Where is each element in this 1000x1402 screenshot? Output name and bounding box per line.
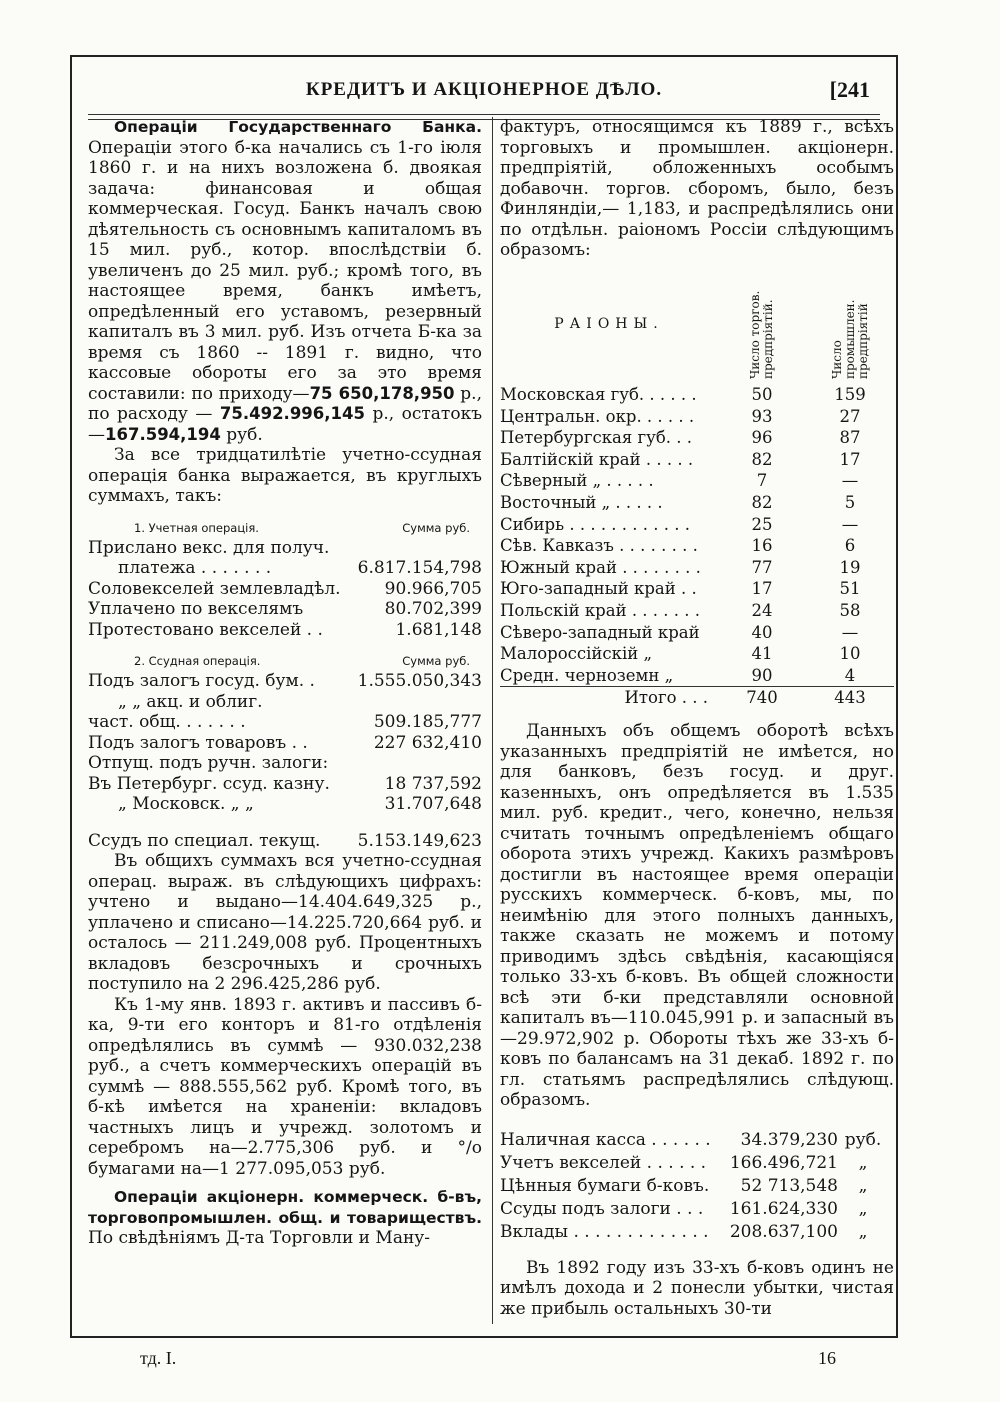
- text-run: р., по расходу —: [88, 383, 482, 424]
- table-caption: [88, 521, 482, 535]
- region-cell: Польскій край . . . . . . .: [500, 601, 700, 621]
- table-row: [88, 831, 482, 852]
- balance-row: [500, 1129, 894, 1152]
- table-caption: [88, 654, 482, 668]
- table-row: [500, 406, 894, 428]
- balance-row: [500, 1198, 894, 1221]
- row-value: 5.153.149,623: [357, 830, 482, 851]
- region-cell: Сѣверный „ . . . . .: [500, 471, 654, 491]
- trade-count: 17: [751, 579, 773, 599]
- row-label: Въ Петербург. ссуд. казну.: [88, 773, 330, 794]
- trade-count: 25: [751, 514, 773, 534]
- trade-count: 93: [751, 406, 773, 426]
- balance-value: 208.637,100: [729, 1221, 838, 1242]
- region-cell: Сѣверо-западный край: [500, 622, 700, 642]
- industry-count: 5: [844, 493, 856, 513]
- footer-page-number: 16: [818, 1348, 836, 1368]
- table-row: [88, 620, 482, 641]
- regions-table: [500, 263, 894, 710]
- text-run: По свѣдѣніямъ Д-та Торговли и Ману-: [88, 1228, 431, 1248]
- paragraph-state-bank: [88, 117, 482, 445]
- trade-count: 40: [751, 622, 773, 642]
- balance-label: Вклады . . . . . . . . . . . . .: [500, 1221, 709, 1242]
- table-row: [500, 557, 894, 579]
- balance-unit: руб.: [844, 1129, 882, 1150]
- table-row: [500, 643, 894, 665]
- region-cell: Балтійскій край . . . . .: [500, 449, 694, 469]
- total-label: Итого . . .: [500, 687, 718, 709]
- table-row: [88, 794, 482, 815]
- trade-count: 24: [751, 601, 773, 621]
- balance-unit: „: [858, 1198, 868, 1219]
- number-bold: 167.594,194: [105, 424, 221, 444]
- balance-row: [500, 1175, 894, 1198]
- industry-count: 51: [839, 579, 861, 599]
- paragraph-enterprises: фактуръ, относящимся къ 1889 г., всѣхъ торговыхъ и промышлен. акціонерн. предпріятій, обложенныхъ особымъ добавочн. торгов. сборомъ, было, безъ Финляндіи,— 1,183, и распредѣлялись они по отдѣльн. раіономъ Россіи слѣдующимъ образомъ:: [500, 117, 894, 260]
- industry-count: 6: [844, 536, 856, 556]
- total-industry: 443: [806, 687, 894, 709]
- region-cell: Московская губ. . . . . .: [500, 385, 697, 405]
- number-bold: 75 650,178,950: [309, 383, 455, 403]
- table-header-row: [500, 263, 894, 385]
- regions-table-body: [500, 384, 894, 687]
- row-label: „ „ акц. и облиг.: [118, 691, 263, 712]
- row-value: 509.185,777: [373, 712, 482, 732]
- header-trade: [718, 263, 806, 385]
- balance-row: [500, 1221, 894, 1244]
- caption-left: 1. Учетная операція.: [134, 520, 259, 535]
- table-row: [500, 514, 894, 536]
- header-regions-label: РАІОНЫ.: [554, 315, 664, 332]
- table-row: [500, 470, 894, 492]
- row-value: 1.555.050,343: [357, 671, 482, 691]
- section-heading: Операціи акціонерн. коммерческ. б-въ, торговопромышлен. общ. и товариществъ.: [88, 1188, 482, 1227]
- page-header: [72, 65, 896, 109]
- table-row: [500, 492, 894, 514]
- balance-label: Учетъ векселей . . . . . .: [500, 1152, 707, 1173]
- industry-count: 58: [839, 601, 861, 621]
- industry-count: 27: [839, 406, 861, 426]
- paragraph-banks: Данныхъ объ общемъ оборотѣ всѣхъ указанныхъ предпріятій не имѣется, но для банковъ, безъ госуд. и друг. казенныхъ, онъ опредѣляется въ 1.535 мил. руб. кредит., чего, конечно, нельзя считать точнымъ опредѣленіемъ общаго оборота этихъ учрежд. Какихъ размѣровъ достигли въ настоящее время операціи русскихъ коммерческ. б-ковъ, мы, по неимѣнію для этого полныхъ данныхъ, также сказать не можемъ и потому приводимъ здѣсь свѣдѣнія, касающіяся только 33-хъ б-ковъ. Въ общей сложности всѣ эти б-ки представляли основной капиталъ въ—110.045,991 р. и запасный въ—29.972,902 р. Обороты тѣхъ же 33-хъ б-ковъ по балансамъ на 31 декаб. 1892 г. по гл. статьямъ распредѣлялись слѣдующ. образомъ.: [500, 721, 894, 1110]
- header-industry: [806, 263, 894, 385]
- industry-count: 17: [839, 449, 861, 469]
- row-label: Подъ залогъ госуд. бум. .: [88, 671, 315, 691]
- balance-label: Ссуды подъ залоги . . .: [500, 1198, 704, 1219]
- row-label: Протестовано векселей . .: [88, 619, 323, 640]
- row-label: Ссудъ по специал. текущ.: [88, 830, 321, 851]
- region-cell: Малороссійскій „: [500, 644, 653, 664]
- row-value: 6.817.154,798: [357, 558, 482, 578]
- text-run: руб.: [220, 424, 263, 445]
- industry-count: 159: [834, 385, 866, 405]
- total-trade: 740: [718, 687, 806, 709]
- balance-row: [500, 1152, 894, 1175]
- row-value: 227 632,410: [373, 732, 482, 753]
- balance-unit: „: [858, 1175, 868, 1196]
- region-cell: Южный край . . . . . . . .: [500, 557, 701, 577]
- row-value: 80.702,399: [384, 599, 482, 619]
- table-row: [500, 427, 894, 449]
- industry-count: —: [841, 471, 859, 491]
- industry-count: 19: [839, 557, 861, 577]
- balance-list: [500, 1129, 894, 1244]
- region-cell: Сѣв. Кавказъ . . . . . . . .: [500, 536, 698, 556]
- paragraph-totals: Въ общихъ суммахъ вся учетно-ссудная операц. выраж. въ слѣдующихъ цифрахъ: учтено и выдано—14.404.649,325 р., уплачено и списано—14.225.720,664 руб. и осталось — 211.249,008 руб. Процентныхъ вкладовъ безсрочныхъ и срочныхъ поступило на 2 296.425,286 руб.: [88, 851, 482, 994]
- table-row: [88, 538, 482, 559]
- table-row: [500, 600, 894, 622]
- trade-count: 7: [756, 471, 768, 491]
- table-row: [500, 622, 894, 644]
- table-row: [88, 599, 482, 620]
- row-value: 31.707,648: [384, 794, 482, 814]
- table-row: [88, 671, 482, 692]
- balance-label: Цѣнныя бумаги б-ковъ.: [500, 1175, 710, 1196]
- header-regions: [500, 263, 718, 385]
- balance-value: 52 713,548: [740, 1175, 838, 1196]
- row-label: част. общ. . . . . . .: [88, 712, 246, 732]
- table-row: [88, 712, 482, 733]
- row-label: Подъ залогъ товаровъ . .: [88, 732, 308, 753]
- row-value: 1.681,148: [395, 619, 482, 640]
- caption-right: Сумма руб.: [402, 654, 470, 668]
- row-label: „ Московск. „ „: [118, 794, 254, 814]
- row-value: 90.966,705: [384, 578, 482, 599]
- row-label: Отпущ. подъ ручн. залоги:: [88, 753, 329, 773]
- text-run: р., остатокъ—: [88, 404, 483, 445]
- table-row: [88, 753, 482, 774]
- table-row: [88, 579, 482, 600]
- paragraph-summary-intro: За все тридцатилѣтіе учетно-ссудная операція банка выражается, въ круглыхъ суммахъ, такъ:: [88, 445, 482, 506]
- header-industry-label: Число промышлен. предпріятій: [829, 299, 870, 379]
- caption-right: Сумма руб.: [402, 520, 470, 535]
- region-cell: Петербургская губ. . .: [500, 428, 693, 448]
- region-cell: Средн. черноземн „: [500, 665, 674, 685]
- table-row: [88, 733, 482, 754]
- paragraph-balance-1893: Къ 1-му янв. 1893 г. активъ и пассивъ б-ка, 9-ти его конторъ и 81-го отдѣленія опредѣлялись въ суммѣ — 930.032,238 руб., а счетъ коммерческихъ операцій въ суммѣ — 888.555,562 руб. Кромѣ того, въ б-кѣ имѣется на храненіи: вкладовъ частныхъ лицъ и учрежд. золотомъ и серебромъ на—2.775,306 руб. и °/о бумагами на—1 277.095,053 руб.: [88, 994, 482, 1179]
- industry-count: —: [841, 622, 859, 642]
- footer-section-mark: тд. I.: [140, 1348, 177, 1368]
- table-row: [500, 384, 894, 406]
- trade-count: 50: [751, 385, 773, 405]
- trade-count: 90: [751, 665, 773, 685]
- table-row: [88, 692, 482, 713]
- loan-table: [88, 654, 482, 851]
- table-row: [500, 535, 894, 557]
- running-title: КРЕДИТЪ И АКЦІОНЕРНОЕ ДѢЛО.: [305, 79, 663, 100]
- column-divider: [492, 117, 493, 1324]
- paragraph-profit: Въ 1892 году изъ 33-хъ б-ковъ одинъ не имѣлъ дохода и 2 понесли убытки, чистая же прибыль остальныхъ 30-ти: [500, 1257, 894, 1319]
- trade-count: 82: [751, 493, 773, 513]
- section-heading: Операціи Государственнаго Банка.: [114, 118, 482, 136]
- page-number-top: [241: [829, 77, 870, 102]
- balance-label: Наличная касса . . . . . .: [500, 1129, 711, 1150]
- table-row: [88, 558, 482, 579]
- total-row: [500, 687, 894, 709]
- balance-unit: „: [858, 1221, 868, 1242]
- trade-count: 82: [751, 449, 773, 469]
- page-frame: [70, 55, 898, 1338]
- text-run: Операціи этого б-ка начались съ 1-го іюля 1860 г. и на нихъ возложена б. двоякая задача: финансовая и общая коммерческая. Госуд. Банкъ началъ свою дѣятельность съ основнымъ капиталомъ въ 15 мил. руб., котор. впослѣдствіи б. увеличенъ до 25 мил. руб.; кромѣ того, въ настоящее время, банкъ имѣетъ, опредѣленный его уставомъ, резервный капиталъ въ 3 мил. руб. Изъ отчета Б-ка за время съ 1860 -- 1891 г. видно, что кассовые обороты его за это время составили: по приходу—: [88, 137, 482, 404]
- industry-count: 4: [844, 665, 856, 685]
- number-bold: 75.492.996,145: [219, 404, 365, 423]
- table-row: [500, 665, 894, 687]
- row-label: Уплачено по векселямъ: [88, 599, 304, 619]
- paragraph-joint-stock: [88, 1187, 482, 1249]
- region-cell: Восточный „ . . . . .: [500, 493, 663, 513]
- region-cell: Сибирь . . . . . . . . . . . .: [500, 514, 690, 534]
- header-trade-label: Число торгов. предпріятій.: [748, 290, 775, 379]
- table-row: [88, 774, 482, 795]
- industry-count: —: [841, 514, 859, 534]
- right-column: [500, 117, 894, 1319]
- table-row: [500, 578, 894, 600]
- balance-unit: „: [858, 1152, 868, 1173]
- table-row: [500, 449, 894, 471]
- region-cell: Юго-западный край . .: [500, 579, 697, 599]
- discount-table: [88, 521, 482, 641]
- left-column: [88, 117, 482, 1249]
- industry-count: 10: [839, 644, 861, 664]
- balance-value: 161.624,330: [729, 1198, 838, 1219]
- row-value: 18 737,592: [384, 773, 482, 794]
- region-cell: Центральн. окр. . . . . .: [500, 406, 695, 426]
- trade-count: 96: [751, 428, 773, 448]
- row-label: Соловекселей землевладѣл.: [88, 578, 341, 599]
- trade-count: 41: [751, 644, 773, 664]
- trade-count: 16: [751, 536, 773, 556]
- trade-count: 77: [751, 557, 773, 577]
- industry-count: 87: [839, 428, 861, 448]
- balance-value: 166.496,721: [729, 1152, 838, 1173]
- row-label: Прислано векс. для получ.: [88, 537, 330, 558]
- row-label: платежа . . . . . . .: [118, 558, 272, 578]
- caption-left: 2. Ссудная операція.: [134, 654, 261, 668]
- balance-value: 34.379,230: [740, 1129, 838, 1150]
